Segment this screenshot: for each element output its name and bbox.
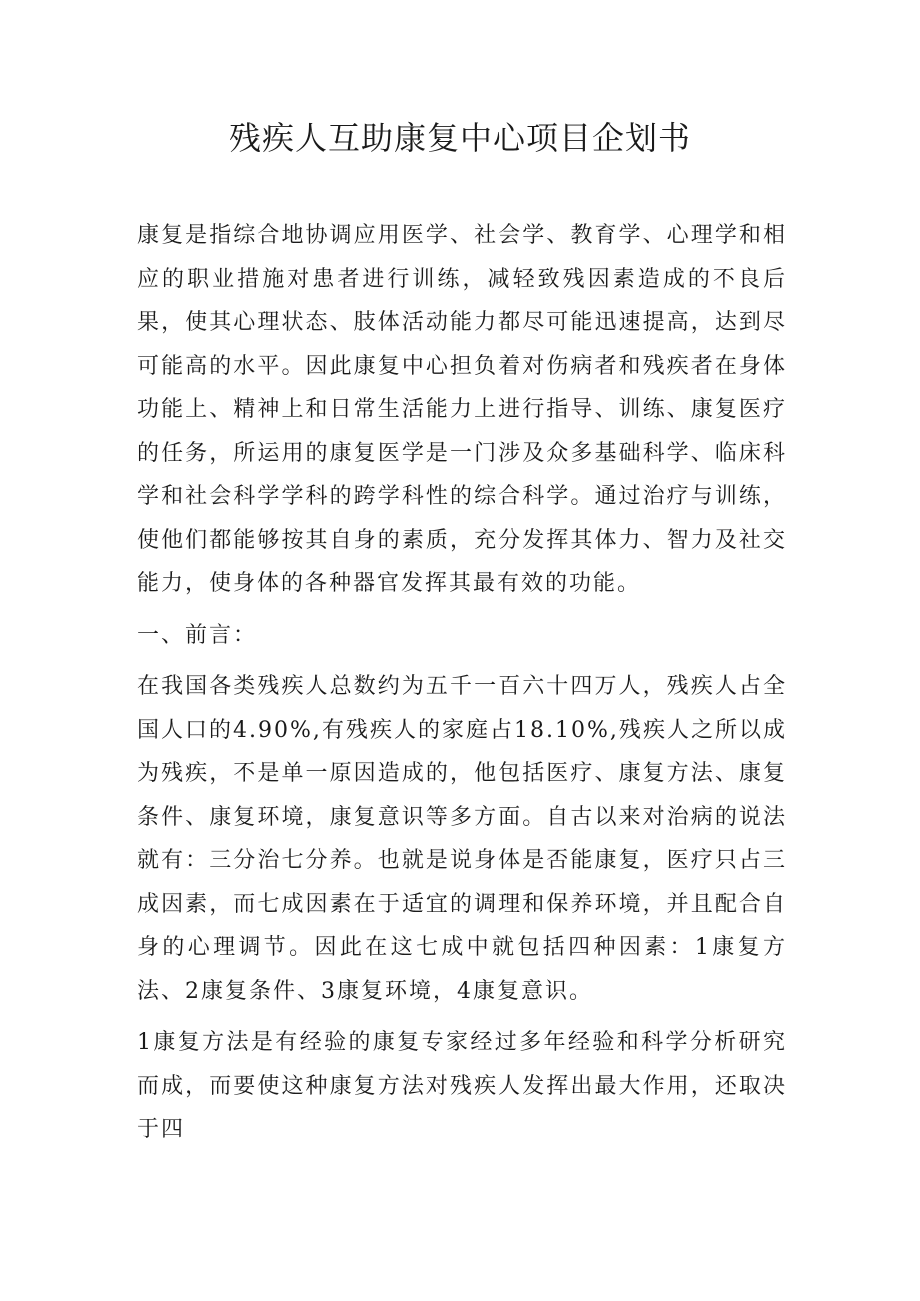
- document-body: [137, 214, 787, 1160]
- paragraph-rehab-method: 1康复方法是有经验的康复专家经过多年经验和科学分析研究而成，而要使这种康复方法对残疾人发挥出最大作用，还取决于四: [137, 1030, 787, 1142]
- paragraph-intro: 康复是指综合地协调应用医学、社会学、教育学、心理学和相应的职业措施对患者进行训练，减轻致残因素造成的不良后果，使其心理状态、肢体活动能力都尽可能迅速提高，达到尽可能高的水平。因此康复中心担负着对伤病者和残疾者在身体功能上、精神上和日常生活能力上进行指导、训练、康复医疗的任务，所运用的康复医学是一门涉及众多基础科学、临床科学和社会科学学科的跨学科性的综合科学。通过治疗与训练，使他们都能够按其自身的素质，充分发挥其体力、智力及社交能力，使身体的各种器官发挥其最有效的功能。: [137, 223, 787, 596]
- document-title: 残疾人互助康复中心项目企划书: [228, 119, 691, 157]
- section-heading-preface: 一、前言：: [137, 622, 258, 648]
- paragraph-statistics: 在我国各类残疾人总数约为五千一百六十四万人，残疾人占全国人口的4.90%,有残疾人的家庭占18.10%,残疾人之所以成为残疾，不是单一原因造成的，他包括医疗、康复方法、康复条件、康复环境，康复意识等多方面。自古以来对治病的说法就有：三分治七分养。也就是说身体是否能康复，医疗只占三成因素，而七成因素在于适宜的调理和保养环境，并且配合自身的心理调节。因此在这七成中就包括四种因素：1康复方法、2康复条件、3康复环境，4康复意识。: [137, 674, 787, 1004]
